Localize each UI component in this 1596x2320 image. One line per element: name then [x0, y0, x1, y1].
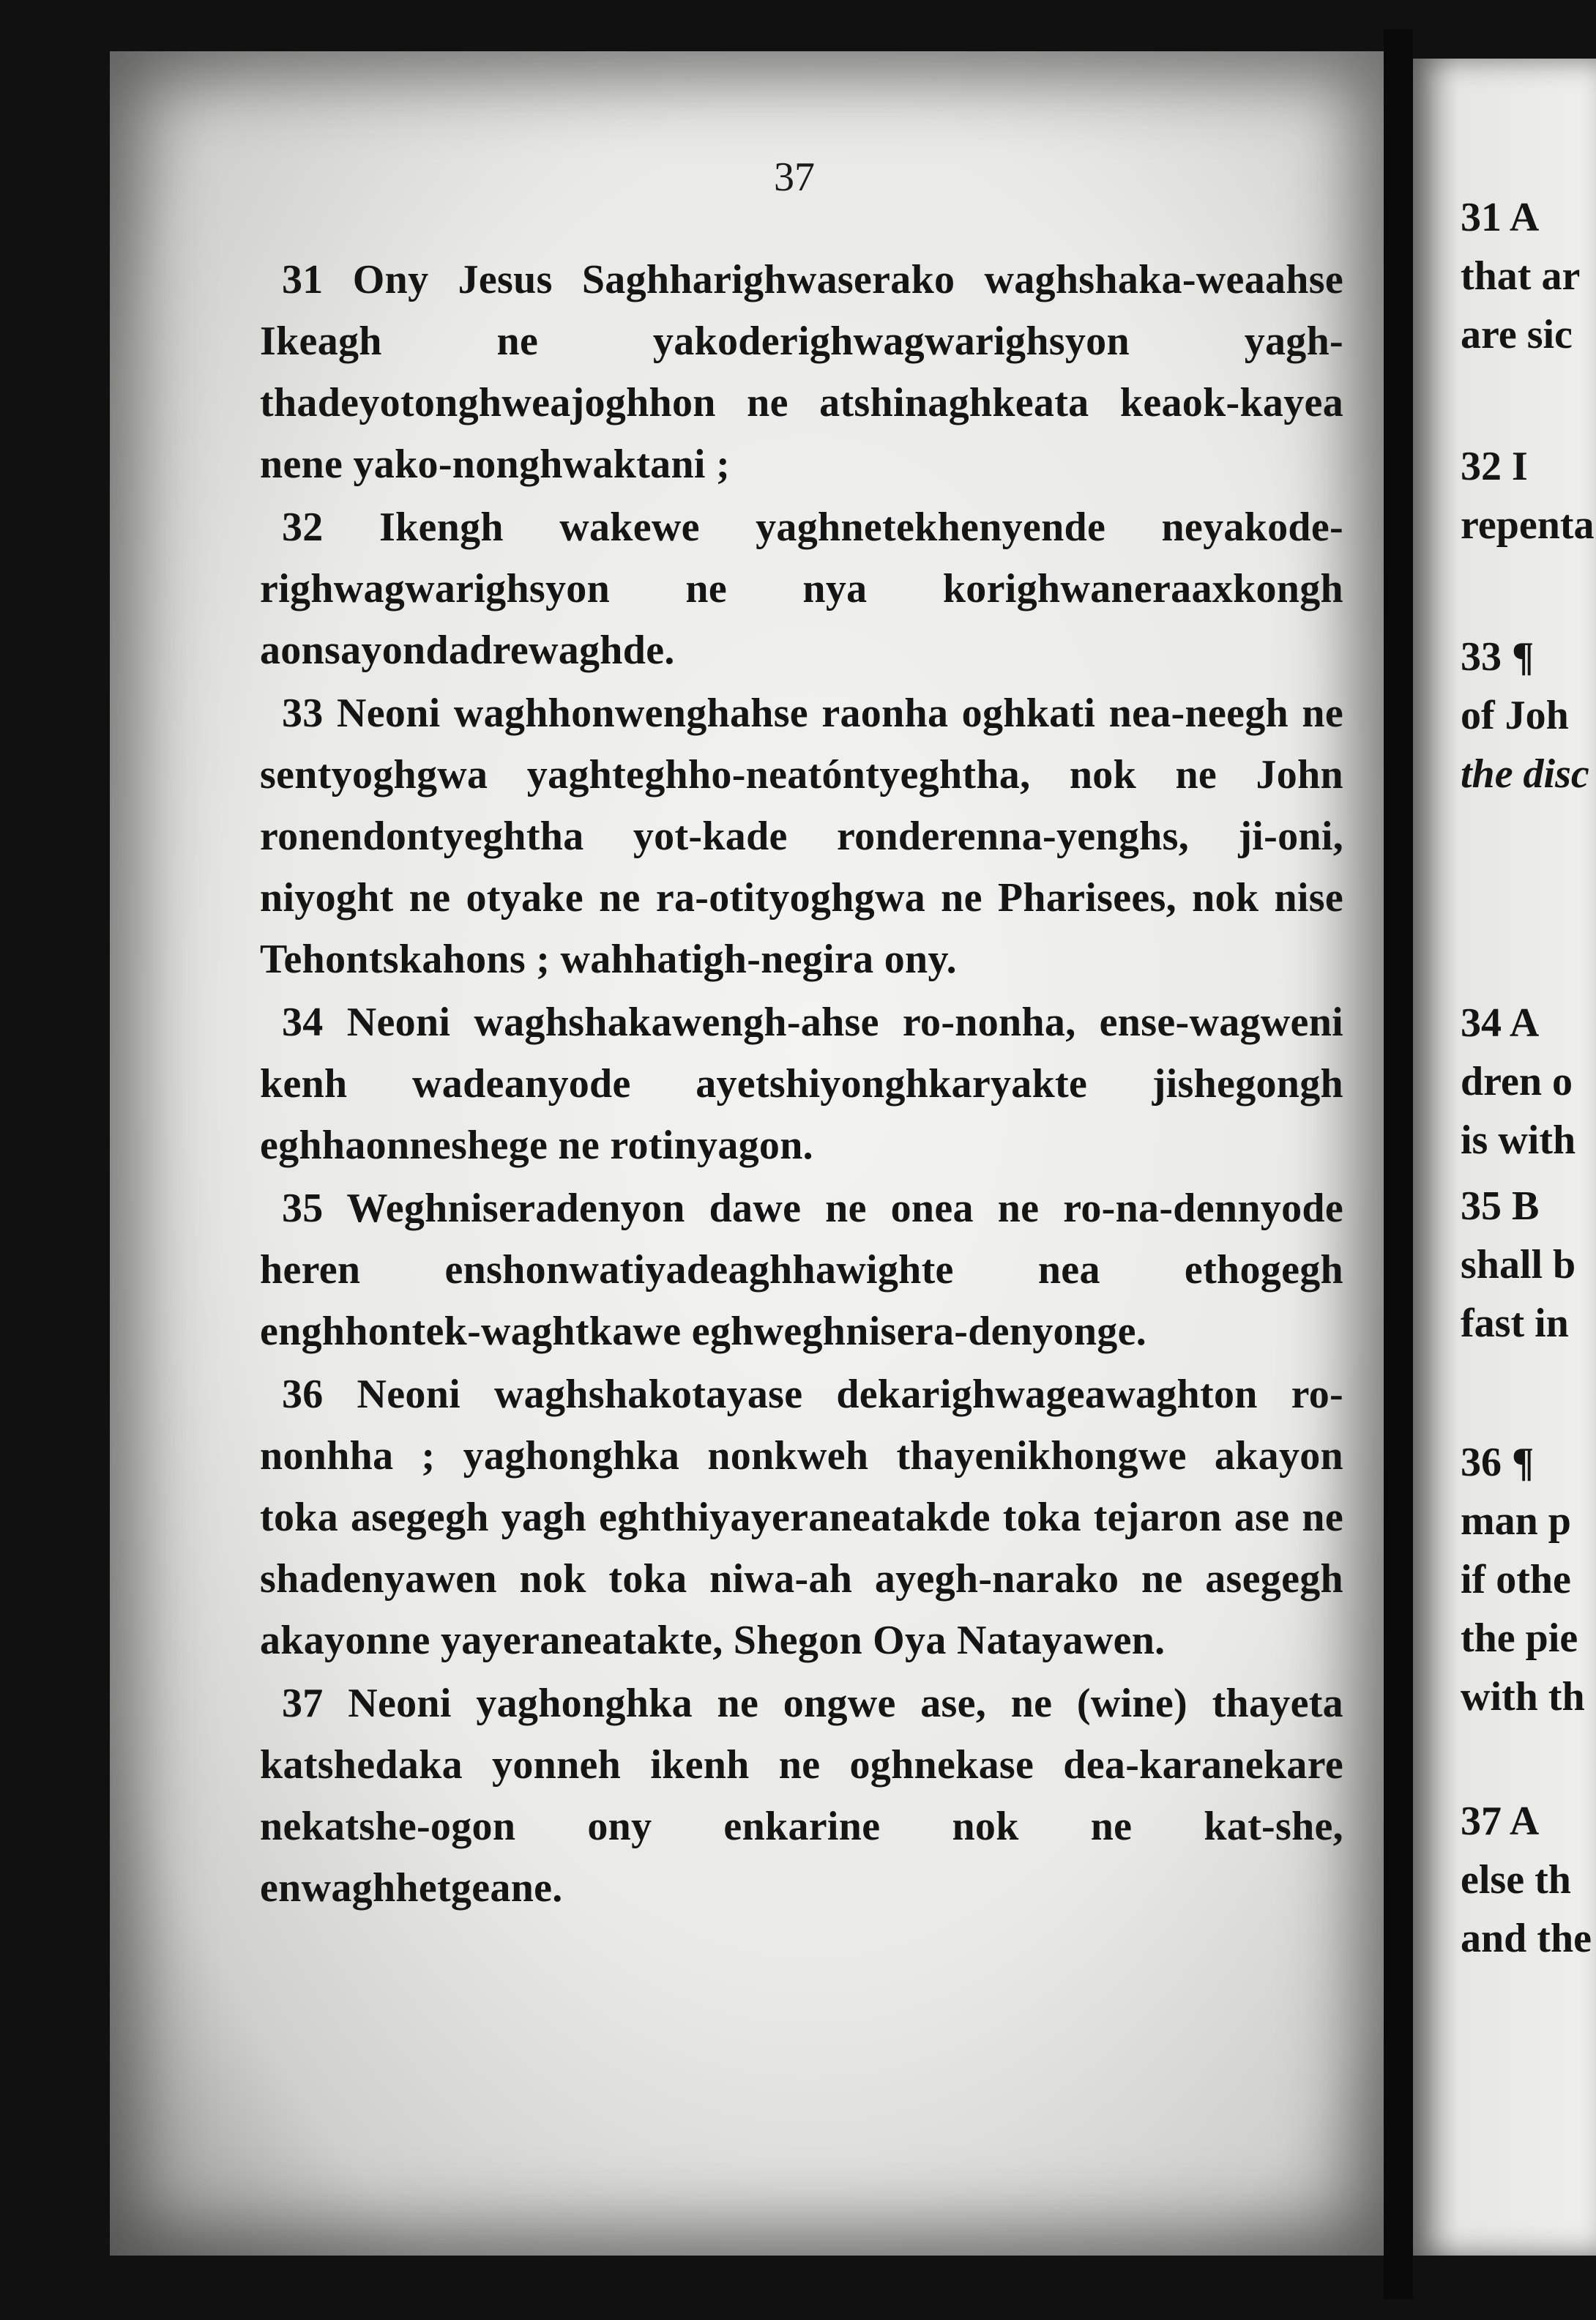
facing-page-line: that ar	[1461, 253, 1581, 299]
verse-number: 31	[282, 257, 324, 302]
verse-paragraph	[260, 1364, 1343, 1671]
verse-paragraph	[260, 992, 1343, 1176]
verse-text-block	[260, 249, 1343, 1920]
verse-number: 37	[282, 1681, 324, 1726]
facing-page-line: fast in	[1461, 1301, 1569, 1346]
facing-page-line: are sic	[1461, 312, 1573, 357]
verse-body: Neoni waghshakawengh-ahse ro-nonha, ense-wagweni kenh wadeanyode ayetshiyonghkaryakte jishegongh eghhaonneshege ne rotinyagon.	[260, 1000, 1343, 1168]
verse-number: 33	[282, 691, 324, 736]
facing-page-line: with th	[1461, 1674, 1585, 1719]
verse-number: 32	[282, 505, 324, 550]
verse-number: 36	[282, 1372, 324, 1417]
facing-page-line: 35 B	[1461, 1183, 1540, 1229]
facing-page-line: 31 A	[1461, 195, 1540, 240]
facing-page-line: and the	[1461, 1916, 1592, 1961]
verse-paragraph	[260, 1673, 1343, 1919]
verse-body: Ony Jesus Saghharighwaserako waghshaka-weaahse Ikeagh ne yakoderighwagwarighsyon yagh-thadeyotonghweajoghhon ne atshinaghkeata keaok-kayea nene yako-nonghwaktani ;	[260, 257, 1343, 487]
facing-page-line: repenta	[1461, 502, 1595, 548]
verse-body: Neoni waghshakotayase dekarighwageawaghton ro-nonhha ; yaghonghka nonkweh thayenikhongwe akayon toka asegegh yagh eghthiyayeraneatakde toka tejaron ase ne shadenyawen nok toka niwa-ah ayegh-narako ne asegegh akayonne yayeraneatakte, Shegon Oya Natayawen.	[260, 1372, 1343, 1663]
verse-paragraph	[260, 1178, 1343, 1362]
verse-body: Ikengh wakewe yaghnetekhenyende neyakode-righwagwarighsyon ne nya korighwaneraaxkongh aonsayondadrewaghde.	[260, 505, 1343, 673]
verse-body: Neoni yaghonghka ne ongwe ase, ne (wine) thayeta katshedaka yonneh ikenh ne oghnekase dea-karanekare nekatshe-ogon ony enkarine nok ne kat-she, enwaghhetgeane.	[260, 1681, 1343, 1911]
facing-page-line: else th	[1461, 1857, 1571, 1903]
verse-paragraph	[260, 497, 1343, 681]
facing-page-line: dren o	[1461, 1059, 1573, 1104]
facing-page-line: if othe	[1461, 1557, 1571, 1602]
facing-page-line: the disc	[1461, 751, 1589, 797]
facing-page-line: 32 I	[1461, 444, 1528, 489]
verse-body: Neoni waghhonwenghahse raonha oghkati nea-neegh ne sentyoghgwa yaghteghho-neatóntyeghtha, nok ne John ronendontyeghtha yot-kade ronderenna-yenghs, ji-oni, niyoght ne otyake ne ra-otityoghgwa ne Pharisees, nok nise Tehontskahons ; wahhatigh-negira ony.	[260, 691, 1343, 982]
facing-page-line: 36 ¶	[1461, 1440, 1535, 1485]
verse-paragraph	[260, 249, 1343, 495]
book-spine	[1384, 29, 1413, 2299]
facing-page	[1413, 59, 1596, 2256]
verse-number: 34	[282, 1000, 324, 1045]
facing-page-line: 33 ¶	[1461, 634, 1535, 680]
facing-page-line: of Joh	[1461, 693, 1569, 738]
verse-paragraph	[260, 683, 1343, 990]
facing-page-line: 34 A	[1461, 1000, 1540, 1046]
facing-page-line: man p	[1461, 1498, 1571, 1544]
facing-page-line: shall b	[1461, 1242, 1576, 1287]
facing-page-line: the pie	[1461, 1616, 1578, 1661]
facing-page-line: 37 A	[1461, 1799, 1540, 1844]
page-number: 37	[774, 155, 815, 200]
verse-body: Weghniseradenyon dawe ne onea ne ro-na-dennyode heren enshonwatiyadeaghhawighte nea ethogegh enghhontek-waghtkawe eghweghnisera-denyonge.	[260, 1186, 1343, 1354]
facing-page-line: is with	[1461, 1118, 1576, 1163]
verse-number: 35	[282, 1186, 324, 1231]
